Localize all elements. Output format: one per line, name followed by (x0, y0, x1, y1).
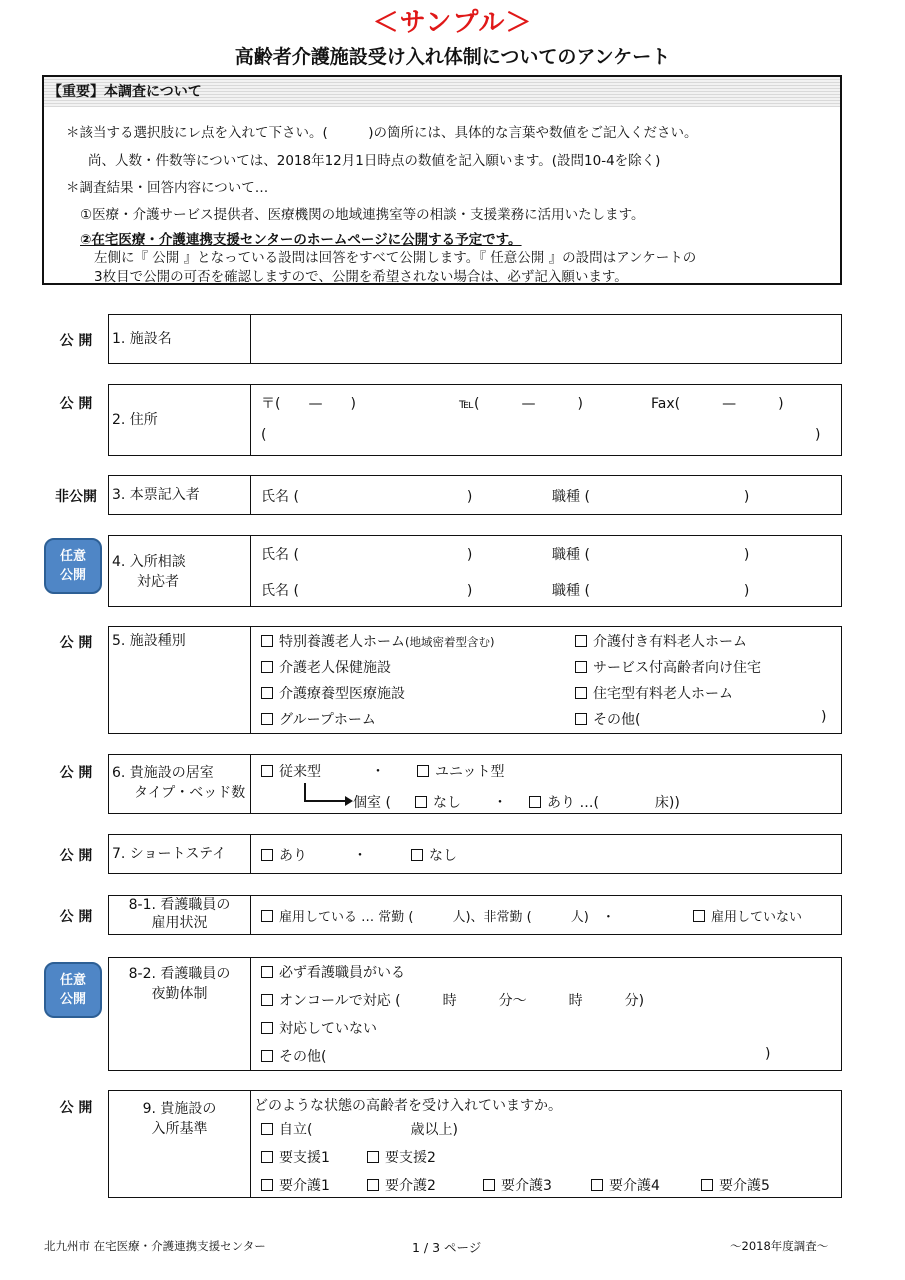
notice-heading: 【重要】本調査について (44, 77, 840, 107)
q2-row (108, 384, 842, 456)
q5-row (108, 626, 842, 734)
checkbox[interactable] (367, 1151, 379, 1163)
short-stay-yes[interactable]: あり (261, 845, 307, 865)
badge-text-1: 任意 (59, 973, 86, 988)
checkbox[interactable] (591, 1179, 603, 1191)
short-stay-no[interactable]: なし (411, 845, 457, 865)
notice-line-4: ①医療・介護サービス提供者、医療機関の地域連携室等の相談・支援業務に活用いたします。 (80, 207, 645, 223)
criteria-support-2[interactable]: 要支援2 (367, 1147, 436, 1167)
checkbox[interactable] (261, 1151, 273, 1163)
checkbox[interactable] (529, 796, 541, 808)
consult-name-field-2[interactable]: 氏名 ( ) (261, 583, 473, 599)
q82-row (108, 957, 842, 1071)
arrow-icon (301, 781, 353, 807)
badge-text-2: 公開 (59, 568, 86, 583)
writer-name-field[interactable]: 氏名 ( ) (261, 489, 473, 505)
badge-text-2: 公開 (59, 992, 86, 1007)
checkbox[interactable] (261, 849, 273, 861)
q4-label-2: 対応者 (137, 574, 179, 590)
q81-label-1: 8-1. 看護職員の (128, 897, 231, 913)
checkbox[interactable] (261, 713, 273, 725)
tag-public: 公 開 (59, 1100, 93, 1116)
facility-type-option[interactable]: 介護付き有料老人ホーム (575, 631, 747, 651)
checkbox[interactable] (261, 765, 273, 777)
night-shift-option[interactable]: 対応していない (261, 1018, 377, 1038)
address-paren-close: ) (815, 427, 821, 443)
checkbox[interactable] (261, 1179, 273, 1191)
q4-row (108, 535, 842, 607)
writer-job-field[interactable]: 職種 ( ) (552, 489, 750, 505)
separator-dot: ・ (371, 764, 385, 780)
checkbox[interactable] (261, 1022, 273, 1034)
q6-label (109, 755, 251, 813)
q82-label-2: 夜勤体制 (151, 986, 208, 1002)
private-room-none[interactable]: なし (415, 792, 461, 812)
checkbox[interactable] (367, 1179, 379, 1191)
facility-type-option[interactable]: サービス付高齢者向け住宅 (575, 657, 761, 677)
checkbox[interactable] (417, 765, 429, 777)
checkbox[interactable] (575, 713, 587, 725)
night-shift-option-other[interactable]: その他( (261, 1046, 326, 1066)
nurse-not-employed[interactable]: 雇用していない (693, 906, 802, 925)
q4-label (109, 536, 251, 606)
criteria-care-2[interactable]: 要介護2 (367, 1175, 436, 1195)
facility-type-option-other[interactable]: その他( (575, 709, 640, 729)
tag-public: 公 開 (59, 848, 93, 864)
badge-text-1: 任意 (59, 549, 86, 564)
checkbox[interactable] (261, 1123, 273, 1135)
separator-dot: ・ (353, 848, 367, 864)
notice-line-3: ＊調査結果・回答内容について… (66, 180, 269, 196)
sample-stamp: ＜サンプル＞ (372, 8, 533, 38)
checkbox[interactable] (261, 910, 273, 922)
fax-field[interactable]: Fax( — ) (651, 396, 784, 412)
checkbox[interactable] (415, 796, 427, 808)
q9-label (109, 1091, 251, 1197)
notice-line-1: ＊該当する選択肢にレ点を入れて下さい。( )の箇所には、具体的な言葉や数値をご記入ください。 (66, 125, 698, 141)
q1-label: 1. 施設名 (109, 315, 251, 363)
consult-name-field-1[interactable]: 氏名 ( ) (261, 547, 473, 563)
q9-label-1: 9. 貴施設の (142, 1101, 217, 1117)
other-paren-close: ) (765, 1046, 771, 1062)
q81-label (109, 896, 251, 934)
criteria-care-3[interactable]: 要介護3 (483, 1175, 552, 1195)
q6-label-2: タイプ・ベッド数 (134, 785, 246, 801)
checkbox[interactable] (575, 687, 587, 699)
checkbox[interactable] (575, 635, 587, 647)
checkbox[interactable] (261, 661, 273, 673)
address-paren-open: ( (261, 427, 267, 443)
tag-public: 公 開 (59, 765, 93, 781)
q82-label (109, 958, 251, 1070)
checkbox[interactable] (261, 635, 273, 647)
optional-public-badge (44, 538, 102, 594)
notice-line-7: 3枚目で公開の可否を確認しますので、公開を希望されない場合は、必ず記入願います。 (94, 269, 628, 285)
night-shift-option[interactable]: オンコールで対応 ( 時 分～ 時 分) (261, 990, 644, 1010)
tel-field[interactable]: ℡( — ) (459, 396, 583, 412)
facility-type-option[interactable]: 介護老人保健施設 (261, 657, 391, 677)
facility-type-option[interactable]: 介護療養型医療施設 (261, 683, 405, 703)
consult-job-field-1[interactable]: 職種 ( ) (552, 547, 750, 563)
q7-label: 7. ショートステイ (109, 835, 251, 873)
address-field[interactable] (273, 425, 803, 447)
room-type-unit[interactable]: ユニット型 (417, 761, 504, 781)
q6-row (108, 754, 842, 814)
q4-label-1: 4. 入所相談 (112, 554, 186, 570)
footer-survey-year: ～2018年度調査～ (730, 1239, 829, 1253)
criteria-care-1[interactable]: 要介護1 (261, 1175, 330, 1195)
q9-question: どのような状態の高齢者を受け入れていますか。 (254, 1098, 562, 1114)
q82-label-1: 8-2. 看護職員の (128, 966, 231, 982)
night-shift-option[interactable]: 必ず看護職員がいる (261, 962, 405, 982)
page-title: 高齢者介護施設受け入れ体制についてのアンケート (234, 46, 671, 68)
zip-field[interactable]: 〒( — ) (261, 396, 356, 412)
footer-organization: 北九州市 在宅医療・介護連携支援センター (44, 1239, 266, 1253)
facility-type-option[interactable]: グループホーム (261, 709, 376, 729)
option-note: (地域密着型含む) (405, 635, 495, 649)
separator-dot: ・ (493, 795, 507, 811)
tag-public: 公 開 (59, 333, 93, 349)
checkbox[interactable] (693, 910, 705, 922)
q2-label: 2. 住所 (109, 385, 251, 455)
facility-type-option[interactable]: 住宅型有料老人ホーム (575, 683, 733, 703)
consult-job-field-2[interactable]: 職種 ( ) (552, 583, 750, 599)
q81-row (108, 895, 842, 935)
q3-label: 3. 本票記入者 (109, 476, 251, 514)
checkbox[interactable] (261, 1050, 273, 1062)
other-paren-close: ) (821, 709, 827, 725)
checkbox[interactable] (261, 994, 273, 1006)
checkbox[interactable] (483, 1179, 495, 1191)
tag-public: 公 開 (59, 396, 93, 412)
q81-label-2: 雇用状況 (151, 915, 208, 931)
q9-row (108, 1090, 842, 1198)
private-room-label: 個室 ( (353, 795, 391, 811)
criteria-independent[interactable]: 自立( 歳以上) (261, 1119, 458, 1139)
criteria-care-5[interactable]: 要介護5 (701, 1175, 770, 1195)
notice-line-5: ②在宅医療・介護連携支援センターのホームページに公開する予定です。 (80, 232, 522, 248)
checkbox[interactable] (411, 849, 423, 861)
criteria-care-4[interactable]: 要介護4 (591, 1175, 660, 1195)
notice-line-2: 尚、人数・件数等については、2018年12月1日時点の数値を記入願います。(設問10-4を除く) (88, 153, 661, 169)
q1-row (108, 314, 842, 364)
facility-name-field[interactable] (254, 317, 834, 359)
tag-public: 公 開 (59, 909, 93, 925)
criteria-support-1[interactable]: 要支援1 (261, 1147, 330, 1167)
nurse-employed[interactable]: 雇用している … 常勤 ( 人)、非常勤 ( 人) ・ (261, 906, 615, 925)
q3-row (108, 475, 842, 515)
facility-type-option[interactable]: 特別養護老人ホーム(地域密着型含む) (261, 631, 494, 651)
checkbox[interactable] (261, 966, 273, 978)
q7-row (108, 834, 842, 874)
private-room-yes[interactable]: あり …( 床)) (529, 792, 680, 812)
q9-label-2: 入所基準 (151, 1121, 208, 1137)
footer-page-number: 1 / 3 ページ (412, 1240, 482, 1255)
room-type-conventional[interactable]: 従来型 (261, 761, 321, 781)
checkbox[interactable] (575, 661, 587, 673)
checkbox[interactable] (261, 687, 273, 699)
checkbox[interactable] (701, 1179, 713, 1191)
tag-private: 非公開 (55, 489, 97, 505)
q5-label: 5. 施設種別 (109, 627, 251, 733)
notice-box (42, 75, 842, 285)
optional-public-badge (44, 962, 102, 1018)
notice-line-6: 左側に『 公開 』となっている設問は回答をすべて公開します。『 任意公開 』の設問はアンケートの (94, 250, 697, 266)
q6-label-1: 6. 貴施設の居室 (112, 765, 214, 781)
tag-public: 公 開 (59, 635, 93, 651)
